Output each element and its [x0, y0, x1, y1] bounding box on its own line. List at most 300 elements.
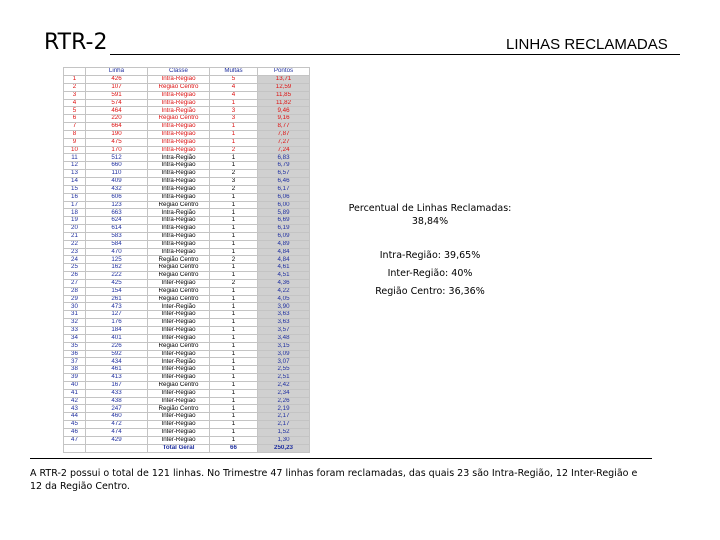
row-classe: Intra-Região: [148, 193, 210, 201]
table-row: [64, 272, 310, 280]
row-multas: 2: [210, 185, 258, 193]
percent-intra: Intra-Região: 39,65%: [379, 250, 481, 261]
row-linha: 184: [86, 327, 148, 335]
table-row: [64, 123, 310, 131]
row-pontos: 2,17: [258, 413, 310, 421]
table-row: [64, 162, 310, 170]
table-row: [64, 334, 310, 342]
row-pontos: 6,79: [258, 162, 310, 170]
row-rank: 3: [64, 91, 86, 99]
row-multas: 1: [210, 428, 258, 436]
row-classe: Inter-Região: [148, 421, 210, 429]
row-classe: Intra-Região: [148, 209, 210, 217]
table-row: [64, 389, 310, 397]
row-pontos: 6,17: [258, 185, 310, 193]
table-row: [64, 154, 310, 162]
table-row: [64, 295, 310, 303]
row-multas: 1: [210, 232, 258, 240]
row-classe: Região Centro: [148, 201, 210, 209]
row-pontos: 4,22: [258, 287, 310, 295]
row-classe: Intra-Região: [148, 170, 210, 178]
row-linha: 170: [86, 146, 148, 154]
table-row: [64, 311, 310, 319]
row-linha: 438: [86, 397, 148, 405]
row-multas: 1: [210, 389, 258, 397]
row-rank: 2: [64, 83, 86, 91]
row-linha: 473: [86, 303, 148, 311]
row-multas: 4: [210, 91, 258, 99]
row-pontos: 4,89: [258, 240, 310, 248]
row-classe: Inter-Região: [148, 366, 210, 374]
row-rank: 27: [64, 279, 86, 287]
complaints-table-container: [63, 67, 309, 453]
row-rank: 13: [64, 170, 86, 178]
row-classe: Intra-Região: [148, 123, 210, 131]
table-row: [64, 177, 310, 185]
row-rank: 4: [64, 99, 86, 107]
table-row: [64, 428, 310, 436]
row-rank: 11: [64, 154, 86, 162]
summary-text: A RTR-2 possui o total de 121 linhas. No Trimestre 47 linhas foram reclamadas, das quais 23 são Intra-Região, 12 Inter-Região e 12 da Região Centro.: [30, 468, 638, 492]
row-pontos: 6,83: [258, 154, 310, 162]
table-row: [64, 248, 310, 256]
row-pontos: 3,63: [258, 311, 310, 319]
row-multas: 1: [210, 130, 258, 138]
table-row: [64, 107, 310, 115]
row-pontos: 6,00: [258, 201, 310, 209]
row-pontos: 2,17: [258, 421, 310, 429]
table-row: [64, 413, 310, 421]
row-multas: 1: [210, 319, 258, 327]
row-multas: 2: [210, 146, 258, 154]
header-pontos: Pontos: [258, 68, 310, 76]
row-linha: 429: [86, 436, 148, 444]
row-multas: 1: [210, 138, 258, 146]
row-rank: 42: [64, 397, 86, 405]
row-rank: 41: [64, 389, 86, 397]
table-row: [64, 217, 310, 225]
row-linha: 474: [86, 428, 148, 436]
row-classe: Inter-Região: [148, 374, 210, 382]
row-linha: 591: [86, 91, 148, 99]
row-classe: Inter-Região: [148, 319, 210, 327]
row-pontos: 1,30: [258, 436, 310, 444]
total-empty-2: [86, 444, 148, 452]
row-rank: 14: [64, 177, 86, 185]
row-pontos: 8,77: [258, 123, 310, 131]
row-classe: Inter-Região: [148, 413, 210, 421]
row-pontos: 9,46: [258, 107, 310, 115]
row-classe: Intra-Região: [148, 91, 210, 99]
row-pontos: 11,85: [258, 91, 310, 99]
row-linha: 226: [86, 342, 148, 350]
table-row: [64, 232, 310, 240]
row-classe: Inter-Região: [148, 311, 210, 319]
row-rank: 6: [64, 115, 86, 123]
table-row: [64, 374, 310, 382]
row-rank: 15: [64, 185, 86, 193]
table-row: [64, 83, 310, 91]
slide-code: RTR-2: [44, 30, 108, 55]
row-linha: 475: [86, 138, 148, 146]
table-row: [64, 201, 310, 209]
table-row: [64, 264, 310, 272]
row-pontos: 3,07: [258, 358, 310, 366]
table-row: [64, 436, 310, 444]
row-multas: 1: [210, 99, 258, 107]
row-pontos: 4,84: [258, 256, 310, 264]
row-pontos: 4,36: [258, 279, 310, 287]
row-classe: Inter-Região: [148, 358, 210, 366]
row-classe: Inter-Região: [148, 397, 210, 405]
row-classe: Região Centro: [148, 287, 210, 295]
row-linha: 162: [86, 264, 148, 272]
row-linha: 433: [86, 389, 148, 397]
row-multas: 1: [210, 217, 258, 225]
slide-heading: LINHAS RECLAMADAS: [506, 36, 668, 53]
row-multas: 1: [210, 272, 258, 280]
row-multas: 1: [210, 327, 258, 335]
row-pontos: 3,09: [258, 350, 310, 358]
row-linha: 464: [86, 107, 148, 115]
row-classe: Inter-Região: [148, 334, 210, 342]
total-multas: 66: [210, 444, 258, 452]
row-pontos: 11,82: [258, 99, 310, 107]
row-pontos: 6,57: [258, 170, 310, 178]
row-classe: Intra-Região: [148, 76, 210, 84]
row-classe: Região Centro: [148, 115, 210, 123]
row-linha: 167: [86, 381, 148, 389]
table-row: [64, 138, 310, 146]
row-linha: 401: [86, 334, 148, 342]
row-classe: Região Centro: [148, 405, 210, 413]
row-multas: 1: [210, 303, 258, 311]
row-pontos: 2,55: [258, 366, 310, 374]
percent-title: Percentual de Linhas Reclamadas:: [348, 203, 512, 214]
row-rank: 16: [64, 193, 86, 201]
row-linha: 663: [86, 209, 148, 217]
row-linha: 606: [86, 193, 148, 201]
row-rank: 36: [64, 350, 86, 358]
row-multas: 1: [210, 209, 258, 217]
row-rank: 22: [64, 240, 86, 248]
row-pontos: 2,42: [258, 381, 310, 389]
row-multas: 1: [210, 413, 258, 421]
row-classe: Inter-Região: [148, 327, 210, 335]
table-total-row: [64, 444, 310, 452]
row-multas: 1: [210, 342, 258, 350]
table-row: [64, 256, 310, 264]
row-linha: 432: [86, 185, 148, 193]
row-pontos: 3,90: [258, 303, 310, 311]
row-rank: 29: [64, 295, 86, 303]
row-pontos: 4,51: [258, 272, 310, 280]
row-pontos: 2,19: [258, 405, 310, 413]
row-rank: 34: [64, 334, 86, 342]
row-pontos: 7,27: [258, 138, 310, 146]
header-classe: Classe: [148, 68, 210, 76]
row-linha: 190: [86, 130, 148, 138]
row-rank: 9: [64, 138, 86, 146]
total-empty-1: [64, 444, 86, 452]
table-row: [64, 170, 310, 178]
row-classe: Região Centro: [148, 256, 210, 264]
row-pontos: 12,59: [258, 83, 310, 91]
row-pontos: 3,63: [258, 319, 310, 327]
row-multas: 1: [210, 287, 258, 295]
row-rank: 26: [64, 272, 86, 280]
row-multas: 1: [210, 295, 258, 303]
row-linha: 664: [86, 123, 148, 131]
row-classe: Intra-Região: [148, 107, 210, 115]
row-linha: 434: [86, 358, 148, 366]
row-pontos: 3,15: [258, 342, 310, 350]
row-multas: 2: [210, 279, 258, 287]
complaints-table: [63, 67, 310, 453]
row-pontos: 3,57: [258, 327, 310, 335]
row-multas: 1: [210, 264, 258, 272]
row-classe: Região Centro: [148, 83, 210, 91]
row-multas: 5: [210, 76, 258, 84]
table-row: [64, 421, 310, 429]
table-row: [64, 350, 310, 358]
row-rank: 5: [64, 107, 86, 115]
table-row: [64, 342, 310, 350]
row-multas: 1: [210, 193, 258, 201]
table-row: [64, 115, 310, 123]
row-linha: 220: [86, 115, 148, 123]
row-rank: 20: [64, 225, 86, 233]
row-rank: 19: [64, 217, 86, 225]
row-linha: 107: [86, 83, 148, 91]
percent-overall: 38,84%: [411, 216, 449, 227]
row-rank: 28: [64, 287, 86, 295]
header-multas: Multas: [210, 68, 258, 76]
row-rank: 30: [64, 303, 86, 311]
header-linha: Linha: [86, 68, 148, 76]
row-classe: Intra-Região: [148, 130, 210, 138]
row-pontos: 7,87: [258, 130, 310, 138]
row-linha: 584: [86, 240, 148, 248]
table-row: [64, 397, 310, 405]
row-multas: 2: [210, 256, 258, 264]
row-multas: 1: [210, 358, 258, 366]
row-rank: 44: [64, 413, 86, 421]
row-rank: 24: [64, 256, 86, 264]
row-classe: Intra-Região: [148, 185, 210, 193]
row-rank: 7: [64, 123, 86, 131]
row-pontos: 6,09: [258, 232, 310, 240]
row-multas: 2: [210, 170, 258, 178]
row-pontos: 6,19: [258, 225, 310, 233]
total-pontos: 250,23: [258, 444, 310, 452]
table-row: [64, 358, 310, 366]
row-pontos: 9,16: [258, 115, 310, 123]
row-multas: 1: [210, 350, 258, 358]
row-linha: 247: [86, 405, 148, 413]
table-header-row: [64, 68, 310, 76]
row-rank: 38: [64, 366, 86, 374]
row-pontos: 3,48: [258, 334, 310, 342]
row-rank: 45: [64, 421, 86, 429]
table-row: [64, 405, 310, 413]
row-linha: 425: [86, 279, 148, 287]
row-classe: Intra-Região: [148, 138, 210, 146]
row-multas: 1: [210, 311, 258, 319]
row-linha: 583: [86, 232, 148, 240]
row-rank: 33: [64, 327, 86, 335]
row-classe: Região Centro: [148, 342, 210, 350]
table-row: [64, 381, 310, 389]
table-row: [64, 287, 310, 295]
table-row: [64, 319, 310, 327]
title-underline: [110, 54, 680, 55]
row-rank: 47: [64, 436, 86, 444]
row-multas: 1: [210, 123, 258, 131]
table-row: [64, 303, 310, 311]
table-row: [64, 327, 310, 335]
summary-divider: [30, 458, 652, 459]
row-multas: 1: [210, 248, 258, 256]
header-rank: [64, 68, 86, 76]
table-row: [64, 99, 310, 107]
row-linha: 470: [86, 248, 148, 256]
row-rank: 40: [64, 381, 86, 389]
row-pontos: 4,61: [258, 264, 310, 272]
row-pontos: 2,34: [258, 389, 310, 397]
row-rank: 12: [64, 162, 86, 170]
table-row: [64, 130, 310, 138]
row-classe: Inter-Região: [148, 350, 210, 358]
row-classe: Inter-Região: [148, 389, 210, 397]
table-body: [64, 76, 310, 445]
row-pontos: 13,71: [258, 76, 310, 84]
total-label: Total Geral: [148, 444, 210, 452]
row-rank: 18: [64, 209, 86, 217]
row-multas: 1: [210, 436, 258, 444]
row-rank: 32: [64, 319, 86, 327]
row-pontos: 4,05: [258, 295, 310, 303]
row-linha: 409: [86, 177, 148, 185]
row-multas: 3: [210, 107, 258, 115]
row-linha: 614: [86, 225, 148, 233]
row-rank: 10: [64, 146, 86, 154]
row-linha: 461: [86, 366, 148, 374]
table-row: [64, 225, 310, 233]
table-row: [64, 279, 310, 287]
row-classe: Intra-Região: [148, 99, 210, 107]
row-linha: 592: [86, 350, 148, 358]
row-multas: 3: [210, 177, 258, 185]
table-row: [64, 240, 310, 248]
table-row: [64, 185, 310, 193]
row-pontos: 7,24: [258, 146, 310, 154]
row-linha: 261: [86, 295, 148, 303]
row-pontos: 6,46: [258, 177, 310, 185]
row-multas: 3: [210, 115, 258, 123]
row-rank: 35: [64, 342, 86, 350]
row-rank: 25: [64, 264, 86, 272]
row-pontos: 5,89: [258, 209, 310, 217]
row-rank: 1: [64, 76, 86, 84]
row-rank: 21: [64, 232, 86, 240]
row-classe: Região Centro: [148, 295, 210, 303]
row-rank: 43: [64, 405, 86, 413]
row-pontos: 2,51: [258, 374, 310, 382]
row-multas: 1: [210, 366, 258, 374]
row-linha: 222: [86, 272, 148, 280]
row-linha: 512: [86, 154, 148, 162]
row-linha: 624: [86, 217, 148, 225]
row-pontos: 6,06: [258, 193, 310, 201]
row-rank: 17: [64, 201, 86, 209]
row-classe: Intra-Região: [148, 217, 210, 225]
row-rank: 23: [64, 248, 86, 256]
percent-centro: Região Centro: 36,36%: [375, 286, 485, 297]
row-multas: 1: [210, 381, 258, 389]
row-linha: 460: [86, 413, 148, 421]
row-linha: 413: [86, 374, 148, 382]
row-classe: Inter-Região: [148, 279, 210, 287]
row-pontos: 4,84: [258, 248, 310, 256]
row-rank: 8: [64, 130, 86, 138]
row-multas: 4: [210, 83, 258, 91]
row-multas: 1: [210, 397, 258, 405]
row-linha: 574: [86, 99, 148, 107]
row-classe: Intra-Região: [148, 162, 210, 170]
row-rank: 39: [64, 374, 86, 382]
table-row: [64, 209, 310, 217]
row-classe: Inter-Região: [148, 428, 210, 436]
row-multas: 1: [210, 405, 258, 413]
table-row: [64, 91, 310, 99]
percent-inter: Inter-Região: 40%: [387, 268, 473, 279]
row-linha: 660: [86, 162, 148, 170]
row-multas: 1: [210, 334, 258, 342]
row-multas: 1: [210, 240, 258, 248]
row-classe: Intra-Região: [148, 232, 210, 240]
row-multas: 1: [210, 162, 258, 170]
row-multas: 1: [210, 421, 258, 429]
row-multas: 1: [210, 201, 258, 209]
table-row: [64, 366, 310, 374]
row-classe: Região Centro: [148, 381, 210, 389]
percent-block: [340, 202, 520, 228]
row-linha: 154: [86, 287, 148, 295]
row-linha: 125: [86, 256, 148, 264]
row-linha: 110: [86, 170, 148, 178]
table-row: [64, 146, 310, 154]
row-multas: 1: [210, 225, 258, 233]
row-classe: Região Centro: [148, 264, 210, 272]
row-classe: Intra-Região: [148, 146, 210, 154]
table-row: [64, 76, 310, 84]
row-linha: 176: [86, 319, 148, 327]
row-rank: 37: [64, 358, 86, 366]
row-rank: 46: [64, 428, 86, 436]
row-rank: 31: [64, 311, 86, 319]
row-multas: 1: [210, 154, 258, 162]
row-classe: Região Centro: [148, 272, 210, 280]
row-linha: 127: [86, 311, 148, 319]
row-pontos: 1,52: [258, 428, 310, 436]
row-linha: 426: [86, 76, 148, 84]
row-classe: Intra-Região: [148, 225, 210, 233]
row-classe: Inter-Região: [148, 436, 210, 444]
table-row: [64, 193, 310, 201]
row-linha: 472: [86, 421, 148, 429]
row-classe: Intra-Região: [148, 177, 210, 185]
